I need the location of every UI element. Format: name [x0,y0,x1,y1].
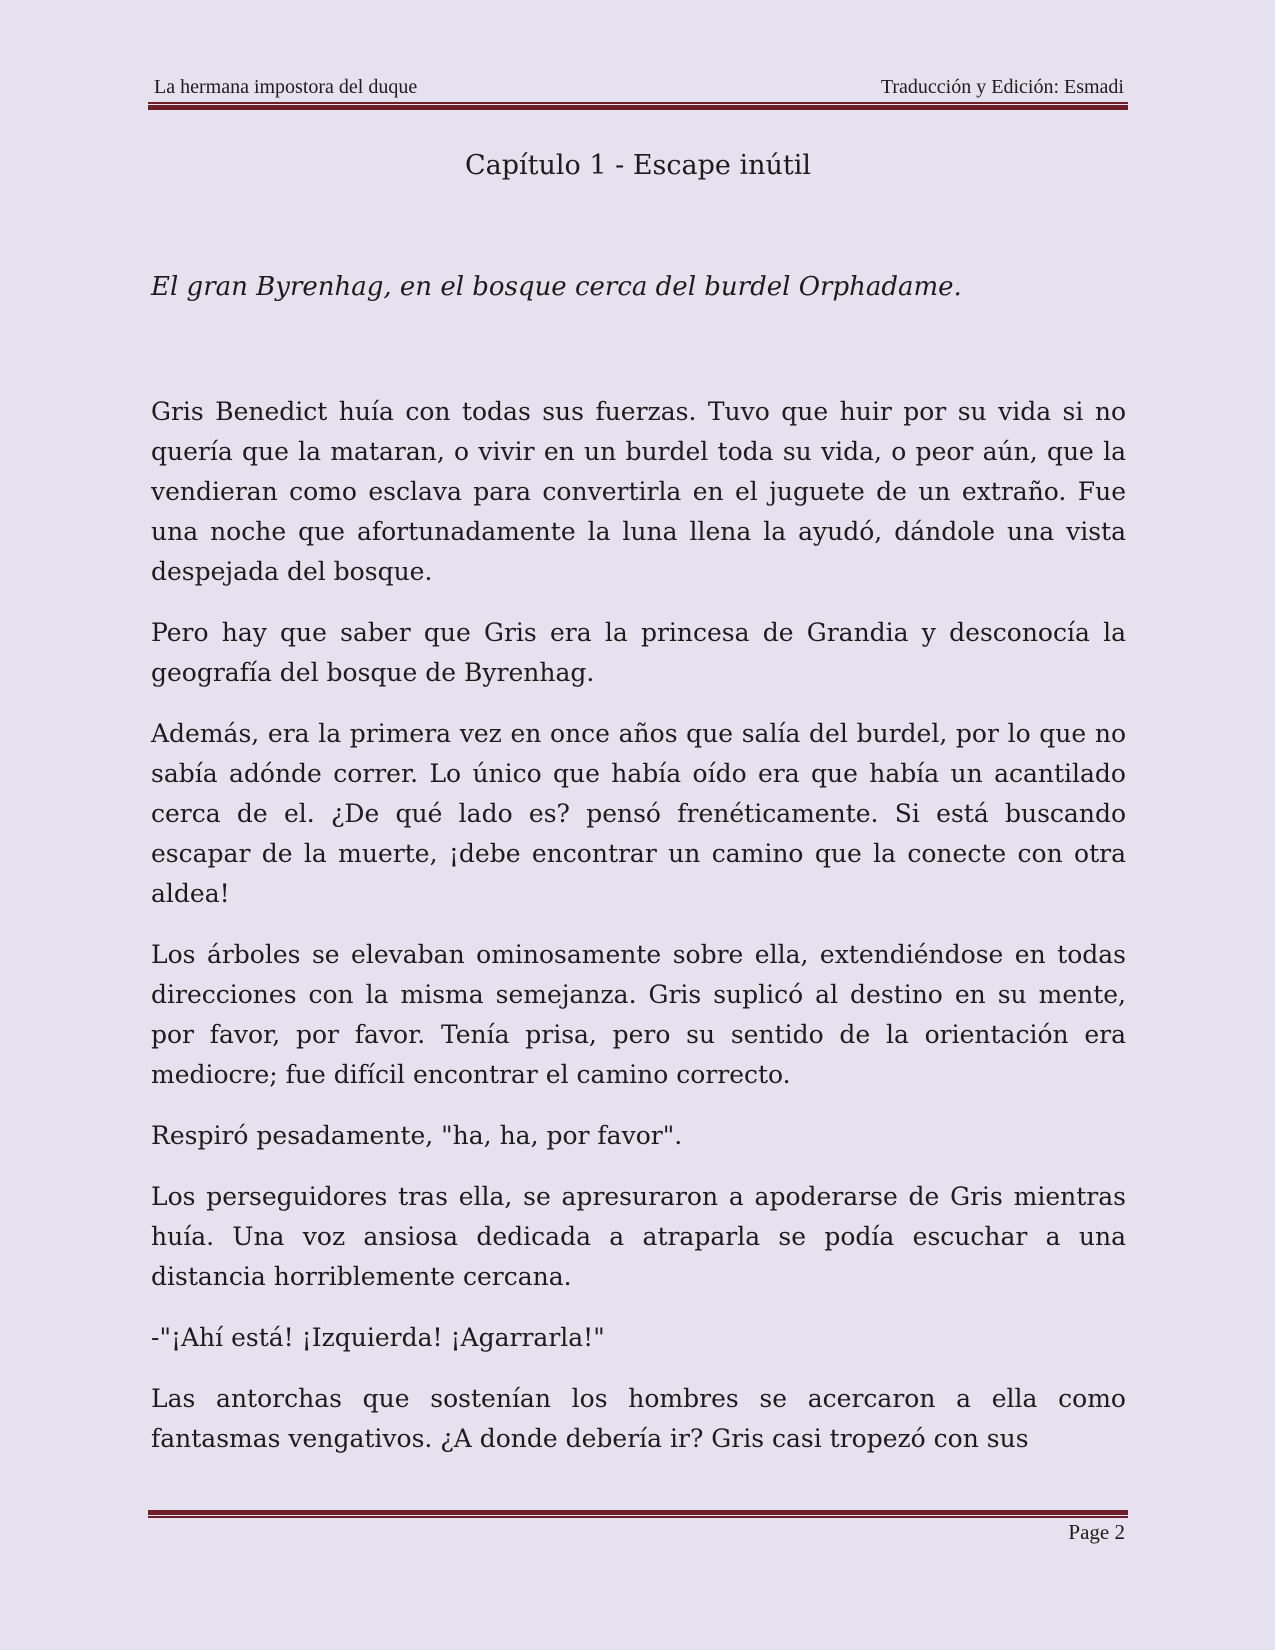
paragraph: Respiró pesadamente, "ha, ha, por favor". [151,1121,683,1150]
footer-divider [148,1510,1128,1518]
paragraph: Pero hay que saber que Gris era la princesa de Grandia y desconocía la geografía del bosque de Byrenhag. [151,618,1126,687]
header-divider-thin [148,102,1128,104]
paragraph: Además, era la primera vez en once años que salía del burdel, por lo que no sabía adónde correr. Lo único que había oído era que había un acantilado cerca de el. ¿De qué lado es? pensó frenéticamente. Si está buscando escapar de la muerte, ¡debe encontrar un camino que la conecte con otra aldea! [151,719,1126,908]
footer-divider-thin [148,1516,1128,1518]
paragraph: Los árboles se elevaban ominosamente sobre ella, extendiéndose en todas direcciones con la misma semejanza. Gris suplicó al destino en su mente, por favor, por favor. Tenía prisa, pero su sentido de la orientación era mediocre; fue difícil encontrar el camino correcto. [151,940,1126,1089]
header-translator-credit: Traducción y Edición: Esmadi [880,76,1124,98]
chapter-title: Capítulo 1 - Escape inútil [464,150,812,181]
location-line: El gran Byrenhag, en el bosque cerca del burdel Orphadame. [151,272,962,302]
paragraph: -"¡Ahí está! ¡Izquierda! ¡Agarrarla!" [151,1323,605,1352]
paragraph: Los perseguidores tras ella, se apresuraron a apoderarse de Gris mientras huía. Una voz ansiosa dedicada a atraparla se podía escuchar a una distancia horriblemente cercana. [151,1182,1126,1291]
paragraph: Las antorchas que sostenían los hombres se acercaron a ella como fantasmas vengativos. ¿A donde debería ir? Gris casi tropezó con sus [151,1384,1126,1453]
body-text [151,392,1126,1480]
footer-divider-thick [148,1510,1128,1515]
header-divider [148,102,1128,110]
header-book-title: La hermana impostora del duque [154,76,418,98]
header-divider-thick [148,105,1128,110]
page-number: Page 2 [1068,1520,1125,1544]
page-header [148,74,1126,104]
paragraph: Gris Benedict huía con todas sus fuerzas. Tuvo que huir por su vida si no quería que la mataran, o vivir en un burdel toda su vida, o peor aún, que la vendieran como esclava para convertirla en el juguete de un extraño. Fue una noche que afortunadamente la luna llena la ayudó, dándole una vista despejada del bosque. [151,397,1126,586]
